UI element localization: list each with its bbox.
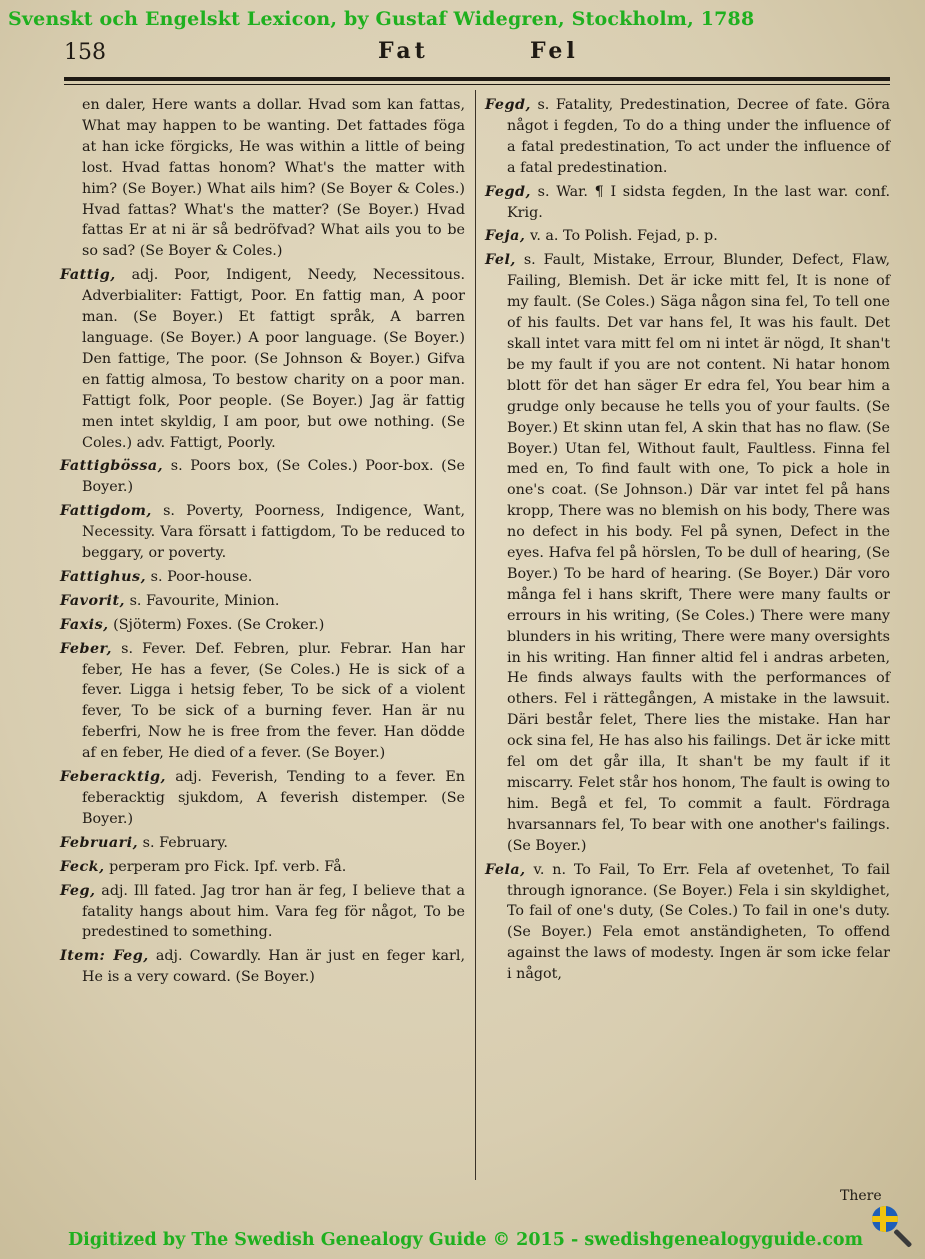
headword: Fattigdom, — [60, 503, 152, 520]
headword: Fela, — [485, 861, 526, 878]
headword: Fegd, — [485, 183, 531, 200]
headword: Fattigbössa, — [60, 458, 164, 475]
headword: Fattig, — [60, 267, 116, 284]
running-head-right: Fel — [530, 38, 579, 64]
headword: Feck, — [60, 858, 105, 875]
dictionary-entry — [485, 182, 890, 224]
dictionary-entry — [485, 226, 890, 247]
entry-text: v. a. To Polish. Fejad, p. p. — [529, 228, 718, 245]
dictionary-entry — [60, 833, 465, 854]
dictionary-entry — [60, 767, 465, 830]
headword: Favorit, — [60, 592, 126, 609]
dictionary-entry — [60, 95, 465, 262]
entry-text: v. n. To Fail, To Err. Fela af ovetenhet, To fail through ignorance. (Se Boyer.) Fela i sin skyldighet, To fail of one's duty, (Se Coles.) To fail in one's duty. (Se Boyer.) Fela emot anständigheten, To offend against the laws of modesty. Ingen är som icke felar i något, — [507, 861, 891, 983]
entry-text: (Sjöterm) Foxes. (Se Croker.) — [113, 616, 325, 633]
page-number: 158 — [64, 40, 106, 65]
dictionary-entry — [60, 265, 465, 453]
header-rule — [64, 77, 890, 81]
entry-text: s. Poors box, (Se Coles.) Poor-box. (Se Boyer.) — [82, 458, 466, 496]
dictionary-entry — [60, 639, 465, 764]
headword: Feberacktig, — [60, 769, 166, 786]
entry-text: adj. Feverish, Tending to a fever. En feberacktig sjukdom, A feverish distemper. (Se Boyer.) — [82, 769, 465, 827]
catchword: There — [840, 1188, 882, 1204]
headword: Faxis, — [60, 616, 109, 633]
headword: Feg, — [60, 882, 96, 899]
headword: Feber, — [60, 640, 113, 657]
entry-text: s. War. ¶ I sidsta fegden, In the last war. conf. Krig. — [507, 183, 890, 221]
dictionary-entry — [60, 456, 465, 498]
headword: Fattighus, — [60, 568, 147, 585]
dictionary-entry — [60, 615, 465, 636]
swedish-flag-icon — [872, 1206, 898, 1232]
entry-text: adj. Ill fated. Jag tror han är feg, I believe that a fatality hangs about him. Vara feg för något, To be predestined to something. — [82, 882, 465, 941]
right-column — [485, 95, 890, 988]
header-rule-thin — [64, 84, 890, 85]
entry-text: s. Favourite, Minion. — [129, 592, 280, 609]
entry-text: s. Poor-house. — [150, 568, 253, 585]
headword: Feja, — [485, 228, 526, 245]
headword: Fegd, — [485, 97, 531, 113]
dictionary-entry — [60, 946, 465, 988]
entry-text: adj. Cowardly. Han är just en feger karl, He is a very coward. (Se Boyer.) — [82, 948, 466, 986]
headword: Februari, — [60, 834, 139, 851]
headword: Fel, — [485, 252, 516, 269]
dictionary-entry — [485, 860, 890, 985]
column-divider — [475, 90, 476, 1180]
dictionary-entry — [485, 250, 890, 856]
credit-banner: Digitized by The Swedish Genealogy Guide © 2015 - swedishgenealogyguide.com — [68, 1230, 864, 1250]
entry-text: s. Poverty, Poorness, Indigence, Want, Necessity. Vara försatt i fattigdom, To be reduced to beggary, or poverty. — [82, 503, 465, 562]
magnifier-icon — [893, 1229, 912, 1248]
entry-text: s. Fever. Def. Febren, plur. Febrar. Han har feber, He has a fever, (Se Coles.) He is sick of a fever. Ligga i hetsig feber, To be sick of a violent fever, To be sick of a burning fever. Han är nu feberfri, Now he is free from the fever. Han dödde af en feber, He died of a fever. (Se Boyer.) — [82, 640, 466, 762]
entry-text: s. February. — [142, 834, 228, 851]
source-banner: Svenskt och Engelskt Lexicon, by Gustaf Widegren, Stockholm, 1788 — [8, 8, 755, 30]
entry-text: en daler, Here wants a dollar. Hvad som kan fattas, What may happen to be wanting. Det fattades föga at han icke förgicks, He was within a little of being lost. Hvad fattas honom? What's the matter with him? (Se Boyer.) What ails him? (Se Boyer & Coles.) Hvad fattas? What's the matter? (Se Boyer.) Hvad fattas Er at ni är så bedröfvad? What ails you to be so sad? (Se Boyer & Coles.) — [82, 97, 465, 260]
headword: Item: Feg, — [60, 948, 149, 965]
entry-text: adj. Poor, Indigent, Needy, Necessitous. Adverbialiter: Fattigt, Poor. En fattig man, A poor man. (Se Boyer.) Et fattigt språk, A barren language. (Se Boyer.) A poor language. (Se Boyer.) Den fattige, The poor. (Se Johnson & Boyer.) Gifva en fattig almosa, To bestow charity on a poor man. Fattigt folk, Poor people. (Se Boyer.) Jag är fattig men intet skyldig, I am poor, but owe nothing. (Se Coles.) adv. Fattigt, Poorly. — [82, 267, 465, 451]
dictionary-entry — [60, 881, 465, 944]
entry-text: s. Fatality, Predestination, Decree of fate. Göra något i fegden, To do a thing under the influence of a fatal predestination, To act under the influence of a fatal predestination. — [507, 97, 890, 176]
entry-text: perperam pro Fick. Ipf. verb. Få. — [109, 858, 347, 875]
dictionary-entry — [60, 857, 465, 878]
dictionary-entry — [60, 501, 465, 564]
dictionary-entry — [485, 95, 890, 179]
left-column — [60, 95, 465, 991]
entry-text: s. Fault, Mistake, Errour, Blunder, Defect, Flaw, Failing, Blemish. Det är icke mitt fel, It is none of my fault. (Se Coles.) Säga någon sina fel, To tell one of his faults. Det var hans fel, It was his fault. Det skall intet vara mitt fel om ni intet är nögd, It shan't be my fault if you are not content. Ni hatar honom blott för det han säger Er edra fel, You bear him a grudge only because he tells you of your faults. (Se Boyer.) Et skinn utan fel, A skin that has no flaw. (Se Boyer.) Utan fel, Without fault, Faultless. Finna fel med en, To find fault with one, To pick a hole in one's coat. (Se Johnson.) Där var intet fel på hans kropp, There was no blemish on his body, There was no defect in his body. Fel på synen, Defect in the eyes. Hafva fel på hörslen, To be dull of hearing, (Se Boyer.) To be hard of hearing. (Se Boyer.) Där voro många fel i hans skrift, There were many faults or errours in his writing, (Se Coles.) There were many blunders in his writing, There were many oversights in his writing. Han finner altid fel i andras arbeten, He finds always faults with the performances of others. Fel i rättegången, A mistake in the lawsuit. Däri består felet, There lies the mistake. Han har ock sina fel, He has also his failings. Det är icke mitt fel om det går illa, It shan't be my fault if it miscarry. Felet står hos honom, The fault is owing to him. Begå et fel, To commit a fault. Fördraga hvarsannars fel, To bear with one another's failings. (Se Boyer.) — [507, 252, 890, 854]
running-head-left: Fat — [378, 38, 429, 64]
dictionary-entry — [60, 591, 465, 612]
dictionary-entry — [60, 567, 465, 588]
